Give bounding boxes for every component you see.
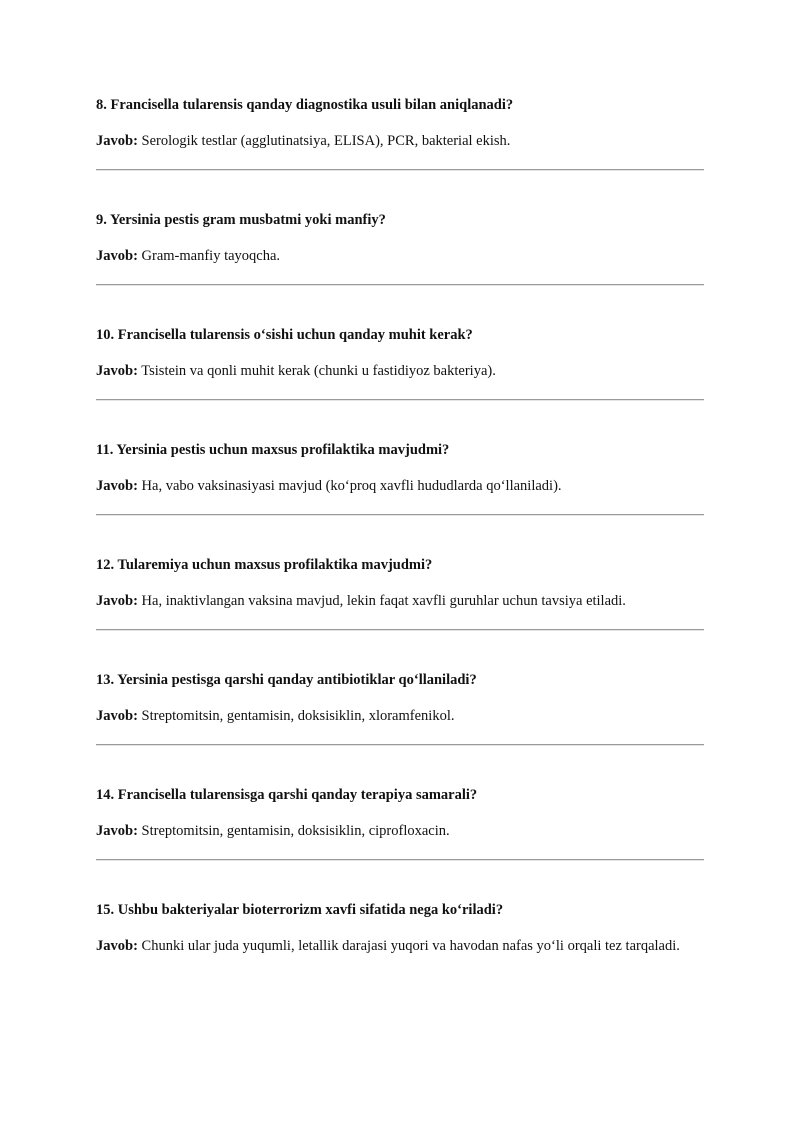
qa-item-15 <box>96 901 704 956</box>
answer-label: Javob: <box>96 133 138 149</box>
section-divider <box>96 284 704 286</box>
qa-item-13 <box>96 671 704 726</box>
section-divider <box>96 859 704 861</box>
answer-text: Gram-manfiy tayoqcha. <box>141 248 281 264</box>
answer-label: Javob: <box>96 248 138 264</box>
answer-text: Ha, vabo vaksinasiyasi mavjud (ko‘proq xavfli hududlarda qo‘llaniladi). <box>141 478 562 494</box>
section-divider <box>96 744 704 746</box>
answer-paragraph <box>96 477 704 496</box>
answer-paragraph <box>96 822 704 841</box>
question-text: 9. Yersinia pestis gram musbatmi yoki manfiy? <box>96 212 386 228</box>
question-text: 8. Francisella tularensis qanday diagnostika usuli bilan aniqlanadi? <box>96 97 514 113</box>
answer-label: Javob: <box>96 478 138 494</box>
question-text: 15. Ushbu bakteriyalar bioterrorizm xavfi sifatida nega ko‘riladi? <box>96 902 504 918</box>
answer-label: Javob: <box>96 938 138 954</box>
section-divider <box>96 169 704 171</box>
qa-item-12 <box>96 556 704 611</box>
question-text: 11. Yersinia pestis uchun maxsus profilaktika mavjudmi? <box>96 442 450 458</box>
answer-paragraph <box>96 707 704 726</box>
question-text: 12. Tularemiya uchun maxsus profilaktika mavjudmi? <box>96 557 433 573</box>
answer-paragraph <box>96 937 704 956</box>
document-page <box>96 96 704 956</box>
answer-paragraph <box>96 247 704 266</box>
answer-paragraph <box>96 132 704 151</box>
section-divider <box>96 629 704 631</box>
section-divider <box>96 399 704 401</box>
question-text: 13. Yersinia pestisga qarshi qanday antibiotiklar qo‘llaniladi? <box>96 672 477 688</box>
section-divider <box>96 514 704 516</box>
qa-item-8 <box>96 96 704 151</box>
qa-item-11 <box>96 441 704 496</box>
answer-text: Serologik testlar (agglutinatsiya, ELISA), PCR, bakterial ekish. <box>141 133 511 149</box>
answer-paragraph <box>96 592 704 611</box>
answer-text: Tsistein va qonli muhit kerak (chunki u fastidiyoz bakteriya). <box>141 363 496 379</box>
answer-text: Chunki ular juda yuqumli, letallik darajasi yuqori va havodan nafas yo‘li orqali tez tarqaladi. <box>141 938 680 954</box>
question-text: 14. Francisella tularensisga qarshi qanday terapiya samarali? <box>96 787 478 803</box>
qa-item-14 <box>96 786 704 841</box>
answer-text: Streptomitsin, gentamisin, doksisiklin, ciprofloxacin. <box>141 823 450 839</box>
answer-label: Javob: <box>96 823 138 839</box>
answer-text: Streptomitsin, gentamisin, doksisiklin, xloramfenikol. <box>141 708 455 724</box>
answer-paragraph <box>96 362 704 381</box>
qa-item-10 <box>96 326 704 381</box>
answer-label: Javob: <box>96 708 138 724</box>
answer-label: Javob: <box>96 363 138 379</box>
answer-text: Ha, inaktivlangan vaksina mavjud, lekin faqat xavfli guruhlar uchun tavsiya etiladi. <box>141 593 626 609</box>
question-text: 10. Francisella tularensis o‘sishi uchun qanday muhit kerak? <box>96 327 473 343</box>
qa-item-9 <box>96 211 704 266</box>
answer-label: Javob: <box>96 593 138 609</box>
